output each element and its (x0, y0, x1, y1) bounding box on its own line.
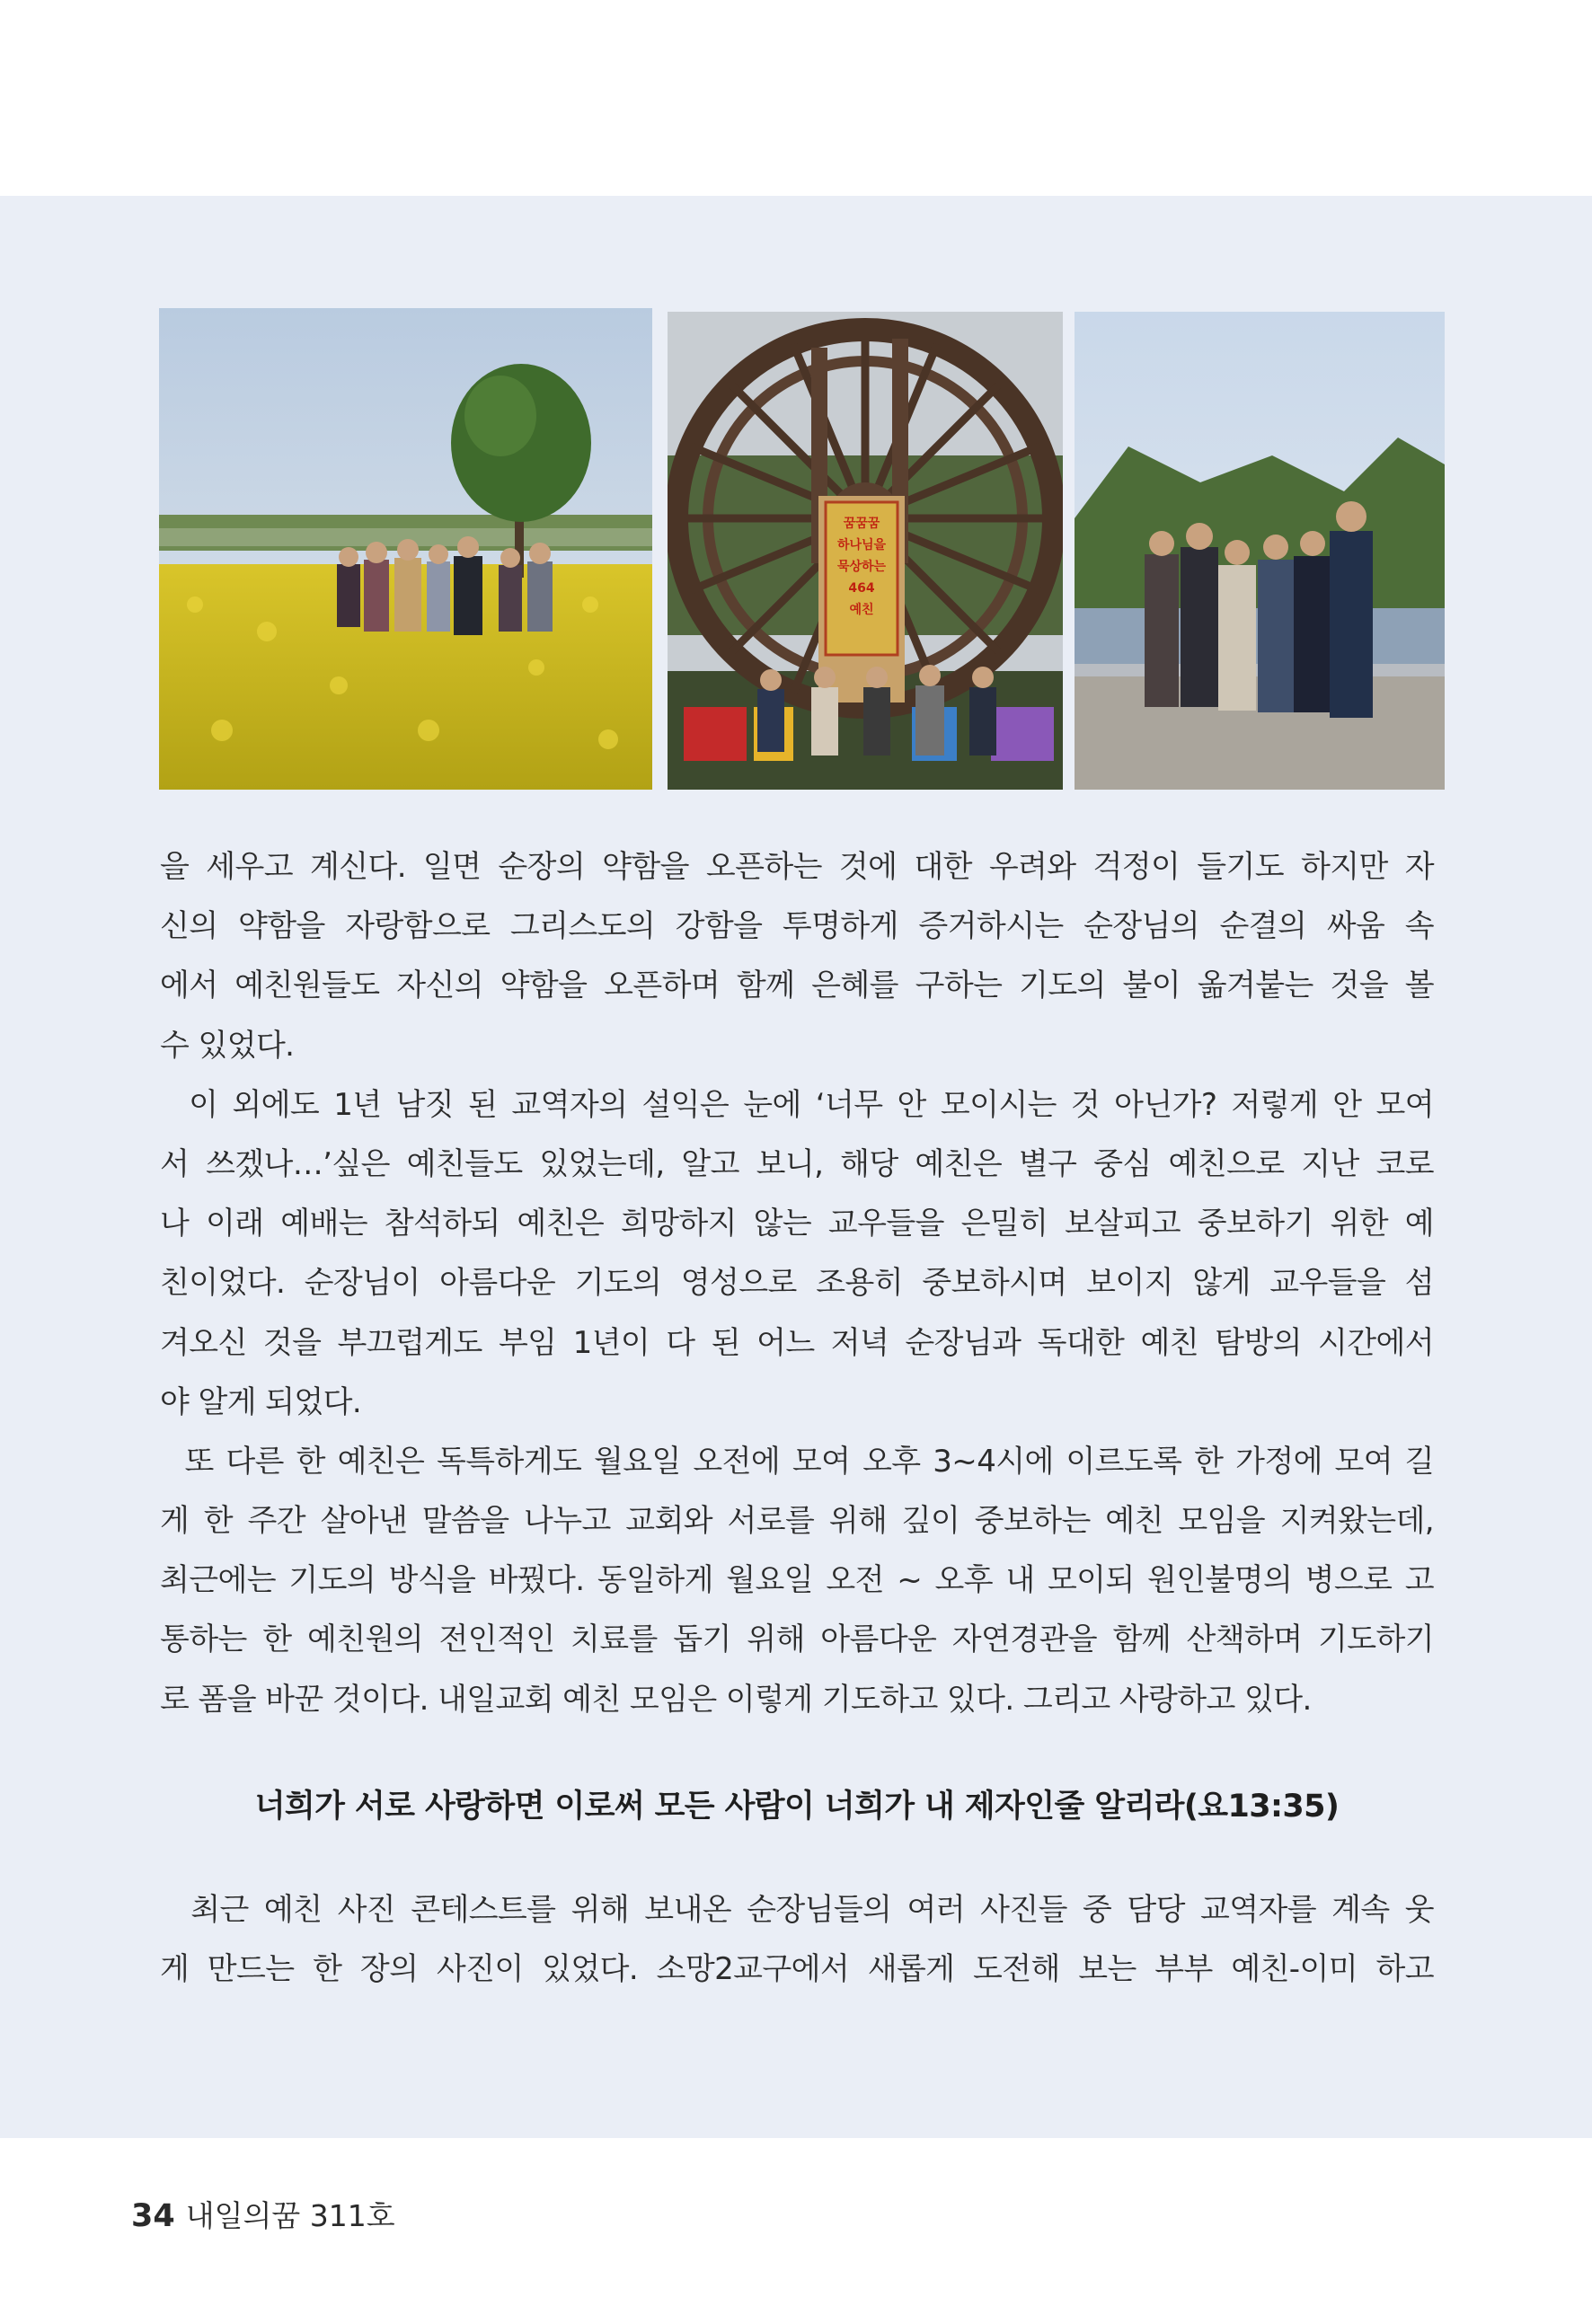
body-text-block-2 (160, 1880, 1434, 1999)
canola-field-photo (159, 308, 652, 790)
sign-line-4: 464 (848, 581, 875, 596)
text-line: 에서 예친원들도 자신의 약함을 오픈하며 함께 은혜를 구하는 기도의 불이 옮겨붙는 것을 볼 (160, 968, 1434, 1004)
text-line: 또 다른 한 예친은 독특하게도 월요일 오전에 모여 오후 3~4시에 이르도록 한 가정에 모여 길 (160, 1443, 1434, 1480)
text-line: 수 있었다. (160, 1027, 295, 1064)
text-line: 신의 약함을 자랑함으로 그리스도의 강함을 투명하게 증거하시는 순장님의 순결의 싸움 속 (160, 908, 1434, 945)
text-line: 게 한 주간 살아낸 말씀을 나누고 교회와 서로를 위해 깊이 중보하는 예친 모임을 지켜왔는데, (160, 1503, 1434, 1540)
text-line: 친이었다. 순장님이 아름다운 기도의 영성으로 조용히 중보하시며 보이지 않게 교우들을 섬 (160, 1265, 1434, 1302)
water-wheel-photo (668, 312, 1063, 790)
text-line: 을 세우고 계신다. 일면 순장의 약함을 오픈하는 것에 대한 우려와 걱정이 들기도 하지만 자 (160, 849, 1434, 885)
sign-line-5: 예친 (849, 603, 874, 617)
page-number: 34 (131, 2198, 175, 2234)
text-line: 이 외에도 1년 남짓 된 교역자의 설익은 눈에 ‘너무 안 모이시는 것 아닌가? 저렇게 안 모여 (160, 1086, 1434, 1123)
page-footer (131, 2193, 395, 2235)
text-line: 통하는 한 예친원의 전인적인 치료를 돕기 위해 아름다운 자연경관을 함께 산책하며 기도하기 (160, 1621, 1434, 1658)
text-line: 나 이래 예배는 참석하되 예친은 희망하지 않는 교우들을 은밀히 보살피고 중보하기 위한 예 (160, 1206, 1434, 1242)
sign-line-2: 하나님을 (836, 538, 887, 552)
bible-verse-heading: 너희가 서로 사랑하면 이로써 모든 사람이 너희가 내 제자인줄 알리라(요13:35) (254, 1789, 1340, 1825)
sign-line-1: 꿈꿈꿈 (843, 517, 880, 531)
sign-line-3: 묵상하는 (836, 560, 887, 574)
text-line: 야 알게 되었다. (160, 1383, 362, 1420)
text-line: 최근에는 기도의 방식을 바꿨다. 동일하게 월요일 오전 ~ 오후 내 모이되 원인불명의 병으로 고 (160, 1562, 1434, 1599)
magazine-title: 내일의꿈 311호 (185, 2198, 395, 2233)
text-line: 게 만드는 한 장의 사진이 있었다. 소망2교구에서 새롭게 도전해 보는 부부 예친-이미 하고 (160, 1951, 1434, 1988)
text-line: 로 폼을 바꾼 것이다. 내일교회 예친 모임은 이렇게 기도하고 있다. 그리고 사랑하고 있다. (160, 1681, 1312, 1718)
text-line: 최근 예친 사진 콘테스트를 위해 보내온 순장님들의 여러 사진들 중 담당 교역자를 계속 웃 (160, 1892, 1434, 1928)
lakeside-group-photo (1075, 312, 1445, 790)
text-line: 서 쓰겠나…’싶은 예친들도 있었는데, 알고 보니, 해당 예친은 별구 중심 예친으로 지난 코로 (160, 1145, 1434, 1182)
body-text-block (160, 837, 1434, 1729)
text-line: 겨오신 것을 부끄럽게도 부임 1년이 다 된 어느 저녁 순장님과 독대한 예친 탐방의 시간에서 (160, 1324, 1434, 1361)
